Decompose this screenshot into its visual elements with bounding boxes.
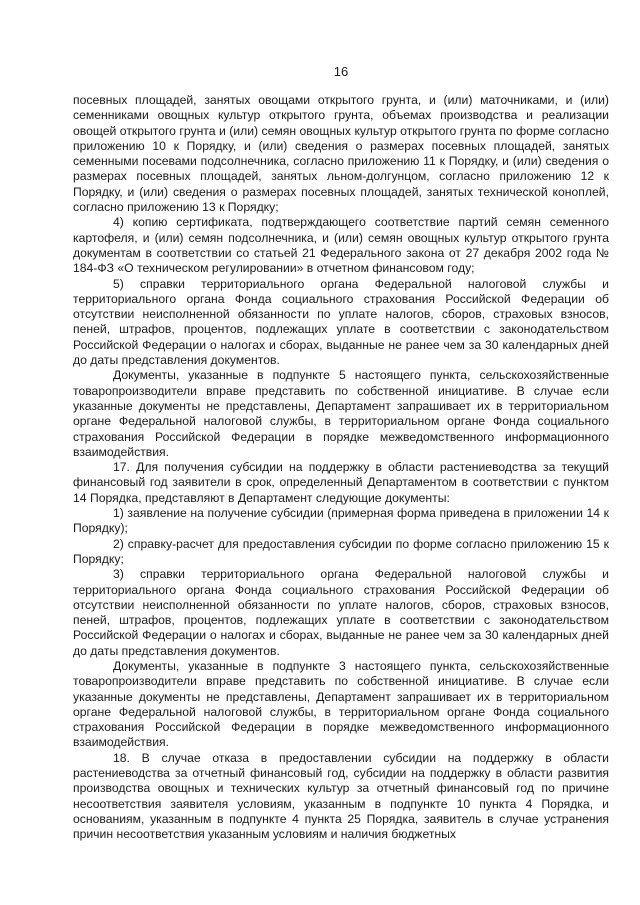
- document-body: [73, 93, 609, 843]
- paragraph-item-3-tax-certificates: 3) справки территориального органа Федеральной налоговой службы и территориального органа Фонда социального страхования Российской Федерации об отсутствии неисполненной обязанности по уплате налогов, сборов, страховых взносов, пеней, штрафов, процентов, подлежащих уплате в соответствии с законодательством Российской Федерации о налогах и сборах, выданные не ранее чем за 30 календарных дней до даты представления документов.: [73, 567, 609, 658]
- paragraph-clause-17: 17. Для получения субсидии на поддержку в области растениеводства за текущий финансовый год заявители в срок, определенный Департаментом в соответствии с пунктом 14 Порядка, представляют в Департамент следующие документы:: [73, 460, 609, 505]
- paragraph-continuation: посевных площадей, занятых овощами открытого грунта, и (или) маточниками, и (или) семенниками овощных культур открытого грунта, объемах производства и реализации овощей открытого грунта и (или) семян овощных культур открытого грунта по форме согласно приложению 10 к Порядку, и (или) сведения о размерах посевных площадей, занятых семенными посевами подсолнечника, согласно приложению 11 к Порядку, и (или) сведения о размерах посевных площадей, занятых льном-долгунцом, согласно приложению 12 к Порядку, и (или) сведения о размерах посевных площадей, занятых технической коноплей, согласно приложению 13 к Порядку;: [73, 93, 609, 215]
- paragraph-documents-note-1: Документы, указанные в подпункте 5 настоящего пункта, сельскохозяйственные товаропроизводители вправе представить по собственной инициативе. В случае если указанные документы не представлены, Департамент запрашивает их в территориальном органе Федеральной налоговой службы, в территориальном органе Фонда социального страхования Российской Федерации в порядке межведомственного информационного взаимодействия.: [73, 368, 609, 459]
- paragraph-clause-18: 18. В случае отказа в предоставлении субсидии на поддержку в области растениеводства за отчетный финансовый год, субсидии на поддержку в области развития производства овощных и технических культур за отчетный финансовый год по причине несоответствия заявителя условиям, указанным в подпункте 10 пункта 4 Порядка, и основаниям, указанным в подпункте 4 пункта 25 Порядка, заявитель в случае устранения причин несоответствия указанным условиям и наличия бюджетных: [73, 750, 609, 842]
- paragraph-item-2-calculation: 2) справку-расчет для предоставления субсидии по форме согласно приложению 15 к Порядку;: [73, 536, 609, 566]
- paragraph-item-1-application: 1) заявление на получение субсидии (примерная форма приведена в приложении 14 к Порядку);: [73, 506, 609, 536]
- document-page: [73, 0, 609, 905]
- paragraph-documents-note-2: Документы, указанные в подпункте 3 настоящего пункта, сельскохозяйственные товаропроизводители вправе представить по собственной инициативе. В случае если указанные документы не представлены, Департамент запрашивает их в территориальном органе Федеральной налоговой службы, в территориальном органе Фонда социального страхования Российской Федерации в порядке межведомственного информационного взаимодействия.: [73, 658, 609, 750]
- paragraph-item-5-tax-certificates: 5) справки территориального органа Федеральной налоговой службы и территориального органа Фонда социального страхования Российской Федерации об отсутствии неисполненной обязанности по уплате налогов, сборов, страховых взносов, пеней, штрафов, процентов, подлежащих уплате в соответствии с законодательством Российской Федерации о налогах и сборах, выданные не ранее чем за 30 календарных дней до даты представления документов.: [73, 276, 609, 368]
- paragraph-item-4-certificate: 4) копию сертификата, подтверждающего соответствие партий семян семенного картофеля, и (или) семян подсолнечника, и (или) семян овощных культур открытого грунта документам в соответствии со статьей 21 Федерального закона от 27 декабря 2002 года № 184-ФЗ «О техническом регулировании» в отчетном финансовом году;: [73, 215, 609, 276]
- page-number: 16: [333, 64, 349, 79]
